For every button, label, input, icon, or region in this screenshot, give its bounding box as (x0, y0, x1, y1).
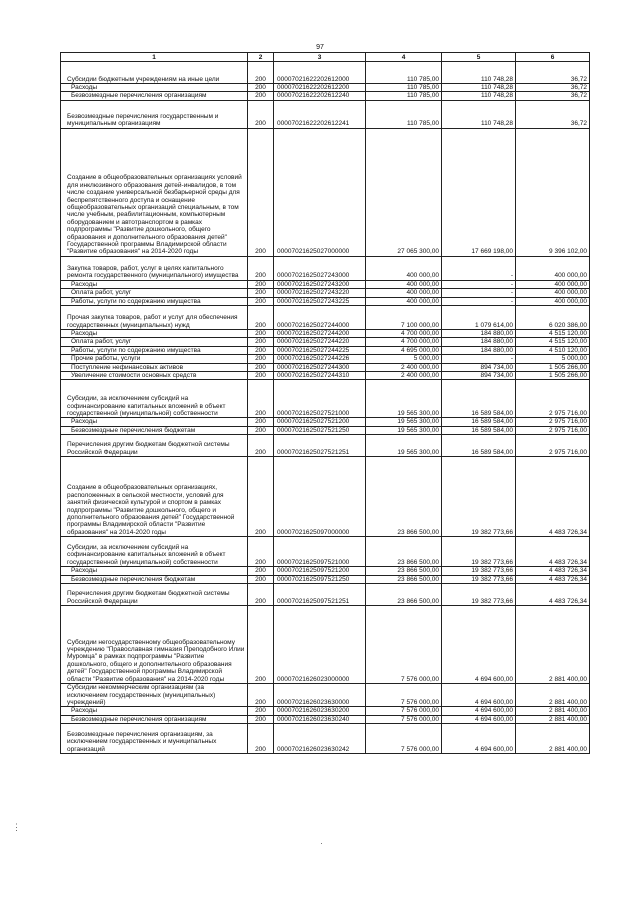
row-name: Субсидии негосударственному общеобразовательному учреждению "Православная гимназия Преподобного Илии Муромца" в рамках подпрограммы "Развитие дошкольного, общего и дополнительного образования детей" Государственной программы Владимирской области "Развитие образования" на 2014-2020 годы (61, 606, 248, 684)
row-executed: 4 694 600,00 (442, 707, 516, 715)
row-budget-code: 00007021622202612240 (274, 92, 366, 100)
row-executed: 16 589 584,00 (442, 418, 516, 426)
row-budget-code: 00007021625027244220 (274, 338, 366, 346)
row-executed: 110 748,28 (442, 84, 516, 92)
row-line-code: 200 (248, 724, 274, 754)
row-executed: 19 382 773,66 (442, 537, 516, 567)
row-name: Создание в общеобразовательных организациях, расположенных в сельской местности, условий для занятий физической культурой и спортом в рамках подпрограммы "Развитие дошкольного, общего и дополнительного образования детей" Государственной программы Владимирской области "Развитие образования" на 2014-2020 годы (61, 457, 248, 537)
row-executed: 17 669 198,00 (442, 128, 516, 256)
table-row (61, 575, 590, 583)
row-name: Расходы (61, 280, 248, 288)
row-name: Безвозмездные перечисления организациям, за исключением государственных и муниципальных организаций (61, 724, 248, 754)
row-approved: 7 576 000,00 (366, 715, 442, 723)
row-budget-code: 00007021625027243000 (274, 256, 366, 280)
row-executed: - (442, 289, 516, 297)
header-col-5: 5 (442, 53, 516, 62)
row-approved: 400 000,00 (366, 297, 442, 305)
table-row (61, 684, 590, 707)
row-line-code: 200 (248, 606, 274, 684)
row-unexecuted: 1 505 266,00 (516, 372, 590, 380)
row-name: Работы, услуги по содержанию имущества (61, 346, 248, 354)
table-row (61, 457, 590, 537)
row-unexecuted: 5 000,00 (516, 355, 590, 363)
table-row (61, 426, 590, 434)
table-row (61, 297, 590, 305)
row-line-code: 200 (248, 306, 274, 330)
table-row (61, 418, 590, 426)
row-line-code: 200 (248, 256, 274, 280)
row-executed: 4 694 600,00 (442, 715, 516, 723)
row-budget-code: 00007021625027521000 (274, 380, 366, 418)
row-unexecuted: 400 000,00 (516, 289, 590, 297)
row-budget-code: 00007021626023630240 (274, 715, 366, 723)
row-approved: 7 576 000,00 (366, 707, 442, 715)
row-name: Закупка товаров, работ, услуг в целях капитального ремонта государственного (муниципального) имущества (61, 256, 248, 280)
row-approved: 5 000,00 (366, 355, 442, 363)
table-row (61, 363, 590, 371)
row-budget-code: 00007021625027243220 (274, 289, 366, 297)
row-name: Безвозмездные перечисления организациям (61, 92, 248, 100)
row-executed: 19 382 773,66 (442, 457, 516, 537)
table-row (61, 372, 590, 380)
table-body (61, 53, 590, 754)
row-approved: 7 576 000,00 (366, 684, 442, 707)
row-budget-code: 00007021626023630000 (274, 684, 366, 707)
row-budget-code: 00007021625027244225 (274, 346, 366, 354)
header-col-1: 1 (61, 53, 248, 62)
row-line-code: 200 (248, 567, 274, 575)
row-budget-code: 00007021622202612000 (274, 62, 366, 84)
row-unexecuted: 36,72 (516, 92, 590, 100)
row-budget-code: 00007021625097521000 (274, 537, 366, 567)
row-line-code: 200 (248, 707, 274, 715)
row-approved: 400 000,00 (366, 256, 442, 280)
row-budget-code: 00007021625027521251 (274, 435, 366, 457)
row-budget-code: 00007021625097521251 (274, 584, 366, 606)
row-executed: 184 880,00 (442, 346, 516, 354)
scan-mark: ⋮ (12, 822, 21, 832)
table-row (61, 567, 590, 575)
table-row (61, 724, 590, 754)
header-col-4: 4 (366, 53, 442, 62)
row-executed: 16 589 584,00 (442, 435, 516, 457)
row-name: Субсидии некоммерческим организациям (за исключением государственных (муниципальных) учреждений) (61, 684, 248, 707)
row-name: Субсидии, за исключением субсидий на софинансирование капитальных вложений в объект государственной (муниципальной) собственности (61, 537, 248, 567)
row-line-code: 200 (248, 84, 274, 92)
table-header-row (61, 53, 590, 62)
row-line-code: 200 (248, 418, 274, 426)
budget-execution-table (60, 52, 590, 754)
table-row (61, 280, 590, 288)
row-budget-code: 00007021625027243225 (274, 297, 366, 305)
row-name: Оплата работ, услуг (61, 338, 248, 346)
row-unexecuted: 4 483 726,34 (516, 537, 590, 567)
row-budget-code: 00007021626023630242 (274, 724, 366, 754)
row-unexecuted: 4 515 120,00 (516, 330, 590, 338)
row-name: Увеличение стоимости основных средств (61, 372, 248, 380)
row-executed: 4 694 600,00 (442, 606, 516, 684)
row-approved: 110 785,00 (366, 62, 442, 84)
row-unexecuted: 1 505 266,00 (516, 363, 590, 371)
table-row (61, 330, 590, 338)
row-approved: 400 000,00 (366, 280, 442, 288)
row-name: Расходы (61, 707, 248, 715)
table-row (61, 62, 590, 84)
row-budget-code: 00007021625027244300 (274, 363, 366, 371)
row-line-code: 200 (248, 584, 274, 606)
table-row (61, 256, 590, 280)
row-line-code: 200 (248, 289, 274, 297)
row-line-code: 200 (248, 684, 274, 707)
row-budget-code: 00007021625027244000 (274, 306, 366, 330)
row-budget-code: 00007021625027244310 (274, 372, 366, 380)
row-approved: 23 866 500,00 (366, 575, 442, 583)
row-line-code: 200 (248, 426, 274, 434)
row-approved: 19 565 300,00 (366, 380, 442, 418)
row-executed: - (442, 355, 516, 363)
scan-mark: · (320, 838, 323, 848)
row-budget-code: 00007021625027000000 (274, 128, 366, 256)
row-budget-code: 00007021626023630200 (274, 707, 366, 715)
row-approved: 110 785,00 (366, 100, 442, 128)
row-approved: 19 565 300,00 (366, 426, 442, 434)
row-executed: 4 694 600,00 (442, 684, 516, 707)
row-unexecuted: 2 881 400,00 (516, 707, 590, 715)
table-row (61, 355, 590, 363)
row-approved: 400 000,00 (366, 289, 442, 297)
row-line-code: 200 (248, 338, 274, 346)
header-col-3: 3 (274, 53, 366, 62)
row-budget-code: 00007021625027244226 (274, 355, 366, 363)
row-line-code: 200 (248, 92, 274, 100)
row-approved: 110 785,00 (366, 92, 442, 100)
row-approved: 27 065 300,00 (366, 128, 442, 256)
row-line-code: 200 (248, 537, 274, 567)
row-approved: 23 866 500,00 (366, 537, 442, 567)
row-name: Прочие работы, услуги (61, 355, 248, 363)
row-unexecuted: 36,72 (516, 62, 590, 84)
row-unexecuted: 4 515 120,00 (516, 338, 590, 346)
row-budget-code: 00007021625097000000 (274, 457, 366, 537)
row-approved: 19 565 300,00 (366, 418, 442, 426)
table-row (61, 306, 590, 330)
row-line-code: 200 (248, 280, 274, 288)
row-name: Перечисления другим бюджетам бюджетной системы Российской Федерации (61, 584, 248, 606)
row-approved: 4 700 000,00 (366, 338, 442, 346)
table-row (61, 606, 590, 684)
row-unexecuted: 400 000,00 (516, 297, 590, 305)
row-name: Прочая закупка товаров, работ и услуг для обеспечения государственных (муниципальных) нужд (61, 306, 248, 330)
row-line-code: 200 (248, 380, 274, 418)
row-executed: 19 382 773,66 (442, 575, 516, 583)
row-unexecuted: 4 483 726,34 (516, 457, 590, 537)
row-name: Перечисления другим бюджетам бюджетной системы Российской Федерации (61, 435, 248, 457)
row-name: Расходы (61, 567, 248, 575)
row-budget-code: 00007021622202612200 (274, 84, 366, 92)
row-approved: 7 576 000,00 (366, 724, 442, 754)
row-budget-code: 00007021625097521200 (274, 567, 366, 575)
table-row (61, 92, 590, 100)
row-approved: 7 100 000,00 (366, 306, 442, 330)
row-approved: 2 400 000,00 (366, 363, 442, 371)
row-name: Безвозмездные перечисления бюджетам (61, 426, 248, 434)
row-executed: - (442, 280, 516, 288)
row-unexecuted: 2 975 716,00 (516, 426, 590, 434)
row-unexecuted: 2 975 716,00 (516, 380, 590, 418)
row-approved: 7 576 000,00 (366, 606, 442, 684)
table-row (61, 715, 590, 723)
row-approved: 23 866 500,00 (366, 567, 442, 575)
row-budget-code: 00007021625027243200 (274, 280, 366, 288)
row-executed: 19 382 773,66 (442, 584, 516, 606)
row-name: Расходы (61, 330, 248, 338)
row-line-code: 200 (248, 355, 274, 363)
row-line-code: 200 (248, 715, 274, 723)
row-line-code: 200 (248, 297, 274, 305)
row-line-code: 200 (248, 363, 274, 371)
row-unexecuted: 2 881 400,00 (516, 724, 590, 754)
row-approved: 4 700 000,00 (366, 330, 442, 338)
table-row (61, 128, 590, 256)
row-name: Поступление нефинансовых активов (61, 363, 248, 371)
table-row (61, 435, 590, 457)
row-unexecuted: 400 000,00 (516, 256, 590, 280)
row-approved: 4 695 000,00 (366, 346, 442, 354)
row-unexecuted: 36,72 (516, 84, 590, 92)
row-executed: 184 880,00 (442, 330, 516, 338)
table-row (61, 289, 590, 297)
row-executed: 19 382 773,66 (442, 567, 516, 575)
header-col-2: 2 (248, 53, 274, 62)
table-row (61, 346, 590, 354)
row-name: Оплата работ, услуг (61, 289, 248, 297)
row-line-code: 200 (248, 575, 274, 583)
row-unexecuted: 4 483 726,34 (516, 575, 590, 583)
row-unexecuted: 2 881 400,00 (516, 684, 590, 707)
table-row (61, 338, 590, 346)
row-executed: 16 589 584,00 (442, 380, 516, 418)
header-col-6: 6 (516, 53, 590, 62)
row-approved: 110 785,00 (366, 84, 442, 92)
table-row (61, 100, 590, 128)
table-row (61, 537, 590, 567)
row-executed: 1 079 614,00 (442, 306, 516, 330)
row-unexecuted: 2 975 716,00 (516, 435, 590, 457)
row-executed: 110 748,28 (442, 100, 516, 128)
row-executed: 16 589 584,00 (442, 426, 516, 434)
row-name: Субсидии бюджетным учреждениям на иные цели (61, 62, 248, 84)
row-budget-code: 00007021625027521200 (274, 418, 366, 426)
table-row (61, 707, 590, 715)
row-line-code: 200 (248, 457, 274, 537)
row-budget-code: 00007021625097521250 (274, 575, 366, 583)
row-executed: - (442, 256, 516, 280)
row-unexecuted: 400 000,00 (516, 280, 590, 288)
row-name: Безвозмездные перечисления организациям (61, 715, 248, 723)
row-executed: 4 694 600,00 (442, 724, 516, 754)
row-line-code: 200 (248, 62, 274, 84)
row-approved: 2 400 000,00 (366, 372, 442, 380)
row-unexecuted: 6 020 386,00 (516, 306, 590, 330)
row-approved: 23 866 500,00 (366, 457, 442, 537)
row-executed: - (442, 297, 516, 305)
row-unexecuted: 9 396 102,00 (516, 128, 590, 256)
row-executed: 110 748,28 (442, 92, 516, 100)
row-budget-code: 00007021625027244200 (274, 330, 366, 338)
table-row (61, 84, 590, 92)
row-approved: 23 866 500,00 (366, 584, 442, 606)
row-name: Создание в общеобразовательных организациях условий для инклюзивного образования детей-инвалидов, в том числе создание универсальной безбарьерной среды для беспрепятственного доступа и оснащение общеобразовательных организаций специальным, в том числе учебным, реабилитационным, компьютерным оборудованием и автотранспортом в рамках подпрограммы "Развитие дошкольного, общего образования и дополнительного образования детей" Государственной программы Владимирской области "Развитие образования" на 2014-2020 годы (61, 128, 248, 256)
row-unexecuted: 36,72 (516, 100, 590, 128)
row-unexecuted: 4 510 120,00 (516, 346, 590, 354)
table-row (61, 380, 590, 418)
row-unexecuted: 2 881 400,00 (516, 715, 590, 723)
row-executed: 184 880,00 (442, 338, 516, 346)
row-unexecuted: 4 483 726,34 (516, 567, 590, 575)
row-executed: 894 734,00 (442, 372, 516, 380)
row-unexecuted: 2 975 716,00 (516, 418, 590, 426)
row-unexecuted: 2 881 400,00 (516, 606, 590, 684)
row-name: Безвозмездные перечисления государственным и муниципальным организациям (61, 100, 248, 128)
row-approved: 19 565 300,00 (366, 435, 442, 457)
row-budget-code: 00007021622202612241 (274, 100, 366, 128)
row-budget-code: 00007021626023000000 (274, 606, 366, 684)
row-name: Работы, услуги по содержанию имущества (61, 297, 248, 305)
row-name: Расходы (61, 84, 248, 92)
row-name: Расходы (61, 418, 248, 426)
row-name: Субсидии, за исключением субсидий на софинансирование капитальных вложений в объект государственной (муниципальной) собственности (61, 380, 248, 418)
row-line-code: 200 (248, 330, 274, 338)
row-executed: 894 734,00 (442, 363, 516, 371)
table-row (61, 584, 590, 606)
row-executed: 110 748,28 (442, 62, 516, 84)
row-line-code: 200 (248, 100, 274, 128)
row-line-code: 200 (248, 128, 274, 256)
row-budget-code: 00007021625027521250 (274, 426, 366, 434)
page-number: 97 (316, 44, 324, 51)
row-line-code: 200 (248, 435, 274, 457)
row-line-code: 200 (248, 372, 274, 380)
row-line-code: 200 (248, 346, 274, 354)
row-unexecuted: 4 483 726,34 (516, 584, 590, 606)
row-name: Безвозмездные перечисления бюджетам (61, 575, 248, 583)
